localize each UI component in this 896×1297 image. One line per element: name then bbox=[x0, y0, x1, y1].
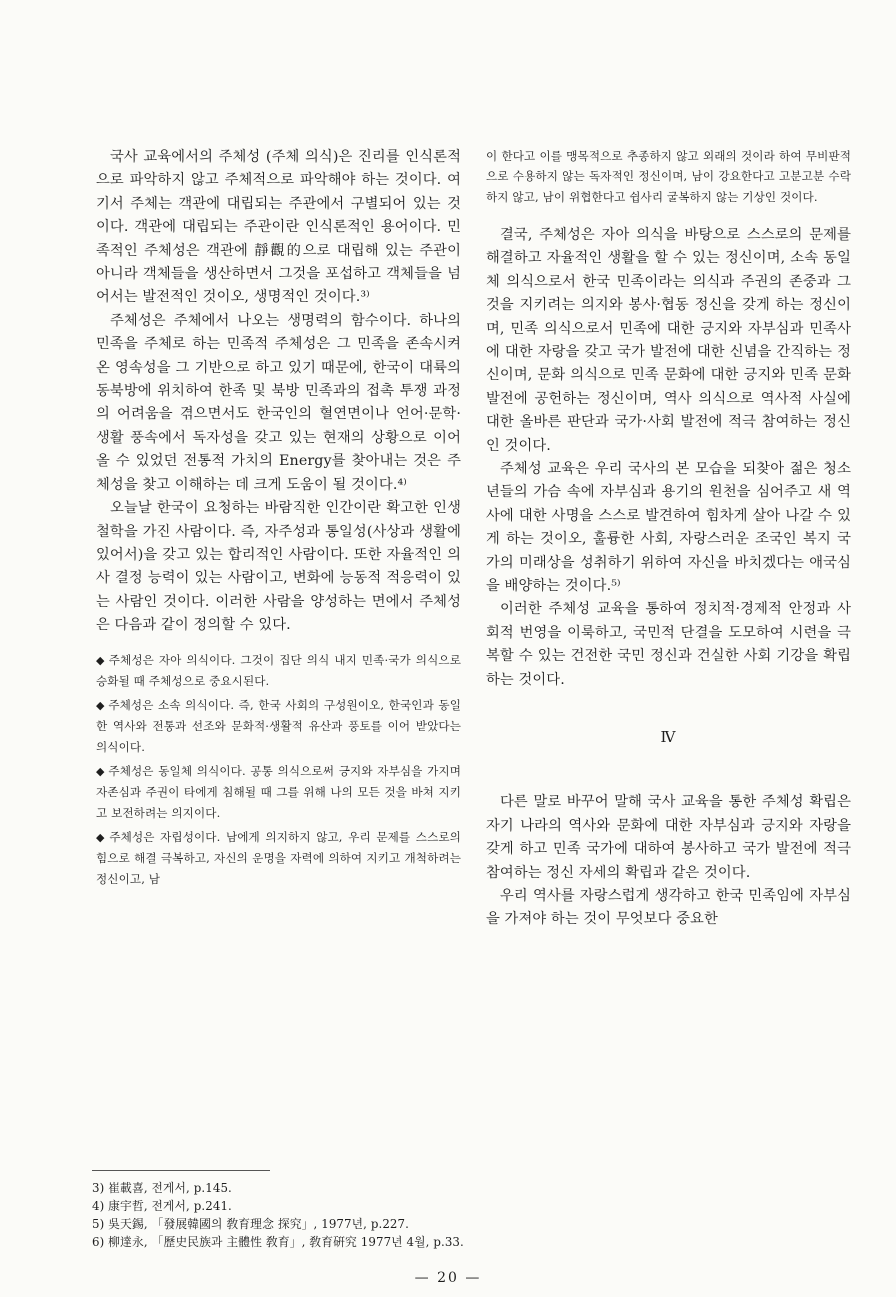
body-paragraph: 주체성 교육은 우리 국사의 본 모습을 되찾아 젊은 청소년들의 가슴 속에 자부심과 용기의 원천을 심어주고 새 역사에 대한 사명을 스스로 발견하여 힘차게 살아 나갈 수 있게 하는 것이오, 훌륭한 사회, 자랑스러운 조국인 복지 국가의 미래상을 성취하기 위하여 자신을 바치겠다는 애국심을 배양하는 것이다.⁵⁾ bbox=[486, 460, 851, 594]
page-number: — 20 — bbox=[414, 1270, 482, 1286]
footnote-rule bbox=[92, 1170, 270, 1171]
footnote: 5) 吳天錫, 「發展韓國의 敎育理念 探究」, 1977년, p.227. bbox=[92, 1217, 409, 1231]
body-paragraph: 오늘날 한국이 요청하는 바람직한 인간이란 확고한 인생 철학을 가진 사람이다. 즉, 자주성과 통일성(사상과 생활에 있어서)을 갖고 있는 합리적인 사람이다. 또한 자율적인 의사 결정 능력이 있는 사람이고, 변화에 능동적 적응력이 있는 사람인 것이다. 이러한 사람을 양성하는 면에서 주체성은 다음과 같이 정의할 수 있다. bbox=[96, 500, 461, 634]
definition-bullet: ◆ 주체성은 자아 의식이다. 그것이 집단 의식 내지 민족·국가 의식으로 승화될 때 주체성으로 중요시된다. bbox=[96, 652, 461, 688]
definition-bullet: ◆ 주체성은 자립성이다. 남에게 의지하지 않고, 우리 문제를 스스로의 힘으로 해결 극복하고, 자신의 운명을 자력에 의하여 지키고 개척하려는 정신이고, 남 bbox=[96, 829, 461, 886]
body-paragraph: 다른 말로 바꾸어 말해 국사 교육을 통한 주체성 확립은 자기 나라의 역사와 문화에 대한 자부심과 긍지와 자랑을 갖게 하고 민족 국가에 대하여 봉사하고 국가 발전에 적극 참여하는 정신 자세의 확립과 같은 것이다. bbox=[486, 794, 851, 881]
body-paragraph: 국사 교육에서의 주체성 (주체 의식)은 진리를 인식론적으로 파악하지 않고 주체적으로 파악해야 하는 것이다. 여기서 주체는 객관에 대립되는 주관에서 구별되어 있는 것이다. 객관에 대립되는 주관이란 인식론적인 용어이다. 민족적인 주체성은 객관에 靜觀的으로 대립해 있는 주관이 아니라 객체들을 생산하면서 그것을 포섭하고 객체들을 넘어서는 발전적인 것이오, 생명적인 것이다.³⁾ bbox=[96, 149, 461, 306]
body-paragraph: 우리 역사를 자랑스럽게 생각하고 한국 민족임에 자부심을 가져야 하는 것이 무엇보다 중요한 bbox=[486, 888, 851, 928]
body-paragraph: 주체성은 주체에서 나오는 생명력의 함수이다. 하나의 민족을 주체로 하는 민족적 주체성은 그 민족을 존속시켜 온 영속성을 그 기반으로 하고 있기 때문에, 한국이 대륙의 동북방에 위치하여 한족 및 북방 민족과의 접촉 투쟁 과정의 어려움을 겪으면서도 한국인의 혈연면이나 언어·문학·생활 풍속에서 독자성을 갖고 있는 현재의 상황으로 이어올 수 있었던 전통적 가치의 Energy를 찾아내는 것은 주체성을 찾고 이해하는 데 크게 도움이 될 것이다.⁴⁾ bbox=[96, 312, 461, 493]
diamond-bullet-icon: ◆ bbox=[96, 653, 106, 667]
definition-bullet: ◆ 주체성은 동일체 의식이다. 공통 의식으로써 긍지와 자부심을 가지며 자존심과 주권이 타에게 침해될 때 그를 위해 나의 모든 것을 바쳐 지키고 보전하려는 의지이다. bbox=[96, 764, 461, 820]
section-heading: Ⅳ bbox=[660, 728, 677, 747]
footnote: 4) 康宇哲, 전게서, p.241. bbox=[92, 1199, 232, 1213]
left-column bbox=[96, 146, 461, 889]
footnote: 6) 柳達永, 「歷史民族과 主體性 敎育」, 敎育硏究 1977년 4월, p.33. bbox=[92, 1235, 464, 1249]
right-column bbox=[486, 146, 851, 932]
footnote: 3) 崔載喜, 전게서, p.145. bbox=[92, 1181, 232, 1195]
footnotes bbox=[92, 1170, 552, 1251]
diamond-bullet-icon: ◆ bbox=[96, 765, 106, 779]
diamond-bullet-icon: ◆ bbox=[96, 699, 106, 713]
body-paragraph: 결국, 주체성은 자아 의식을 바탕으로 스스로의 문제를 해결하고 자율적인 생활을 할 수 있는 정신이며, 소속 동일체 의식으로서 한국 민족이라는 의식과 주권의 존중과 그것을 지키려는 의지와 봉사·협동 정신을 갖게 하는 정신이며, 민족 의식으로서 민족에 대한 긍지와 자부심과 민족사에 대한 자랑을 갖고 국가 발전에 대한 신념을 간직하는 정신이며, 문화 의식으로 민족 문화에 대한 긍지와 민족 문화 발전에 공헌하는 정신이며, 역사 의식으로 역사적 사실에 대한 올바른 판단과 국가·사회 발전에 적극 참여하는 정신인 것이다. bbox=[486, 226, 851, 454]
diamond-bullet-icon: ◆ bbox=[96, 830, 107, 844]
definition-bullet: ◆ 주체성은 소속 의식이다. 즉, 한국 사회의 구성원이오, 한국인과 동일한 역사와 전통과 선조와 문화적·생활적 유산과 풍토를 이어 받았다는 의식이다. bbox=[96, 698, 461, 754]
continued-paragraph: 이 한다고 이를 맹목적으로 추종하지 않고 외래의 것이라 하여 무비판적으로 수용하지 않는 독자적인 정신이며, 남이 강요한다고 고분고분 수락하지 않고, 남이 위협한다고 쉽사리 굴복하지 않는 기상인 것이다. bbox=[486, 149, 851, 204]
body-paragraph: 이러한 주체성 교육을 통하여 정치적·경제적 안정과 사회적 번영을 이룩하고, 국민적 단결을 도모하여 시련을 극복할 수 있는 건전한 국민 정신과 건실한 사회 기강을 확립하는 것이다. bbox=[486, 601, 851, 688]
